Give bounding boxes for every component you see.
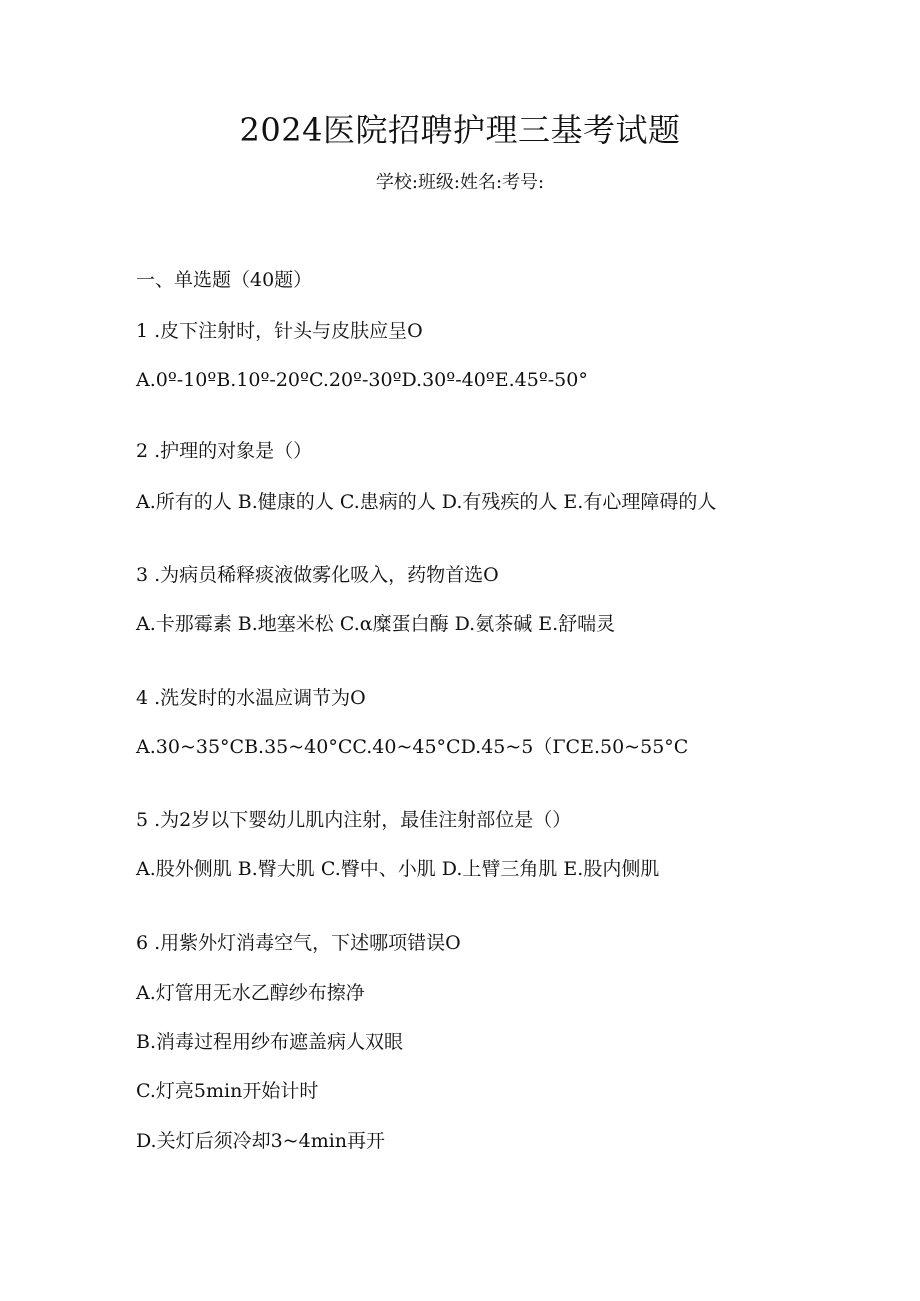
section-heading: 一、单选题（40题）: [136, 269, 313, 291]
student-info-line: 学校:班级:姓名:考号:: [375, 172, 545, 193]
question-6-option-b: B.消毒过程用纱布遮盖病人双眼: [136, 1031, 404, 1053]
question-2-stem: 2 .护理的对象是（）: [136, 440, 313, 462]
question-5-stem: 5 .为2岁以下婴幼儿肌内注射，最佳注射部位是（）: [136, 809, 572, 831]
question-6-stem: 6 .用紫外灯消毒空气，下述哪项错误O: [136, 932, 461, 954]
question-6-option-c: C.灯亮5min开始计时: [136, 1080, 319, 1102]
question-2-options: A.所有的人 B.健康的人 C.患病的人 D.有残疾的人 E.有心理障碍的人: [136, 491, 717, 513]
question-4-options: A.30~35°CB.35~40°CC.40~45°CD.45~5（ΓCE.50~55°C: [136, 736, 689, 758]
question-3-options: A.卡那霉素 B.地塞米松 C.α糜蛋白酶 D.氨茶碱 E.舒喘灵: [136, 613, 616, 635]
question-6-option-a: A.灯管用无水乙醇纱布擦净: [136, 982, 365, 1004]
question-3-stem: 3 .为病员稀释痰液做雾化吸入，药物首选O: [136, 564, 499, 586]
question-1-options: A.0º-10ºB.10º-20ºC.20º-30ºD.30º-40ºE.45º-50°: [136, 369, 588, 391]
question-5-options: A.股外侧肌 B.臀大肌 C.臀中、小肌 D.上臂三角肌 E.股内侧肌: [136, 858, 660, 880]
document-title: 2024医院招聘护理三基考试题: [239, 111, 681, 149]
question-1-stem: 1 .皮下注射时，针头与皮肤应呈O: [136, 320, 423, 342]
question-6-option-d: D.关灯后须冷却3~4min再开: [136, 1130, 386, 1152]
question-4-stem: 4 .洗发时的水温应调节为O: [136, 687, 366, 709]
